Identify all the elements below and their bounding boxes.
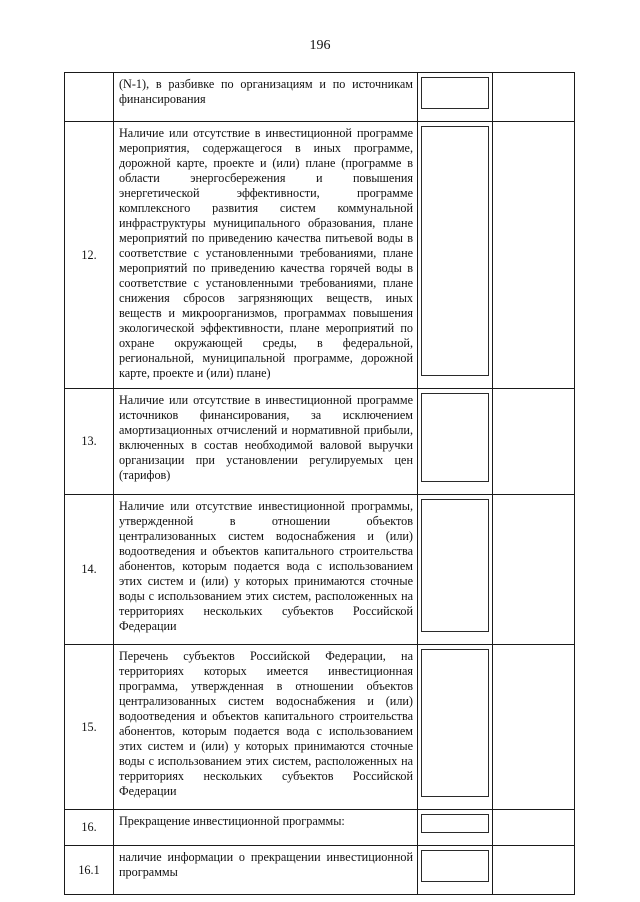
row-number-cell: 15. (65, 645, 114, 810)
value-box (421, 77, 489, 109)
row-number-cell: 13. (65, 389, 114, 495)
row-number-cell: 14. (65, 495, 114, 645)
value-cell (418, 73, 493, 122)
comment-cell (493, 645, 575, 810)
comment-cell (493, 495, 575, 645)
value-cell (418, 846, 493, 895)
description-text: (N-1), в разбивке по организациям и по источникам финансирования (119, 77, 413, 106)
value-cell (418, 645, 493, 810)
description-text: Перечень субъектов Российской Федерации, на территориях которых имеется инвестиционная программа, утвержденная в отношении объектов централизованных систем водоснабжения и (или) водоотведения и объектов капитального строительства абонентов, которым подается вода с использованием этих систем и (или) у которых принимаются сточные воды с использованием этих систем, расположенных на территориях нескольких субъектов Российской Федерации (119, 649, 413, 798)
value-cell (418, 810, 493, 846)
description-text: Наличие или отсутствие в инвестиционной программе мероприятия, содержащегося в иных программе, дорожной карте, проекте и (или) плане (программе в области энергосбережения и повышения энергетической эффективности, программе комплексного развития систем коммунальной инфраструктуры муниципального образования, плане мероприятий по приведению качества питьевой воды в соответствие с установленными требованиями, плане мероприятий по приведению качества горячей воды в соответствие с установленными требованиями, плане снижения сбросов загрязняющих веществ, иных веществ и микроорганизмов, программах повышения экологической эффективности, плане мероприятий по охране окружающей среды, в федеральной, региональной, муниципальной программе, дорожной карте, проекте и (или) плане) (119, 126, 413, 380)
table-row (65, 846, 575, 895)
value-box (421, 499, 489, 632)
comment-cell (493, 122, 575, 389)
description-text: Прекращение инвестиционной программы: (119, 814, 345, 828)
value-cell (418, 122, 493, 389)
comment-cell (493, 389, 575, 495)
table-row (65, 389, 575, 495)
comment-cell (493, 73, 575, 122)
value-cell (418, 389, 493, 495)
table-row (65, 495, 575, 645)
description-cell (114, 122, 418, 389)
indicator-table (64, 72, 575, 895)
description-cell (114, 846, 418, 895)
comment-cell (493, 846, 575, 895)
table-row (65, 810, 575, 846)
table-row (65, 73, 575, 122)
value-box (421, 126, 489, 376)
table-row (65, 645, 575, 810)
description-text: Наличие или отсутствие инвестиционной программы, утвержденной в отношении объектов централизованных систем водоснабжения и (или) водоотведения и объектов капитального строительства абонентов, которым подается вода с использованием этих систем и (или) у которых принимаются сточные воды с использованием этих систем, расположенных на территориях нескольких субъектов Российской Федерации (119, 499, 413, 633)
value-box (421, 814, 489, 833)
value-box (421, 649, 489, 797)
description-text: наличие информации о прекращении инвестиционной программы (119, 850, 413, 879)
comment-cell (493, 810, 575, 846)
page-number: 196 (309, 38, 331, 53)
row-number-cell (65, 73, 114, 122)
description-text: Наличие или отсутствие в инвестиционной программе источников финансирования, за исключением амортизационных отчислений и нормативной прибыли, включенных в состав необходимой валовой выручки организации при установлении регулируемых цен (тарифов) (119, 393, 413, 482)
description-cell (114, 73, 418, 122)
description-cell (114, 495, 418, 645)
row-number-cell: 12. (65, 122, 114, 389)
value-cell (418, 495, 493, 645)
row-number-cell: 16. (65, 810, 114, 846)
description-cell (114, 645, 418, 810)
value-box (421, 393, 489, 482)
table-row (65, 122, 575, 389)
value-box (421, 850, 489, 882)
row-number-cell: 16.1 (65, 846, 114, 895)
description-cell (114, 389, 418, 495)
description-cell (114, 810, 418, 846)
